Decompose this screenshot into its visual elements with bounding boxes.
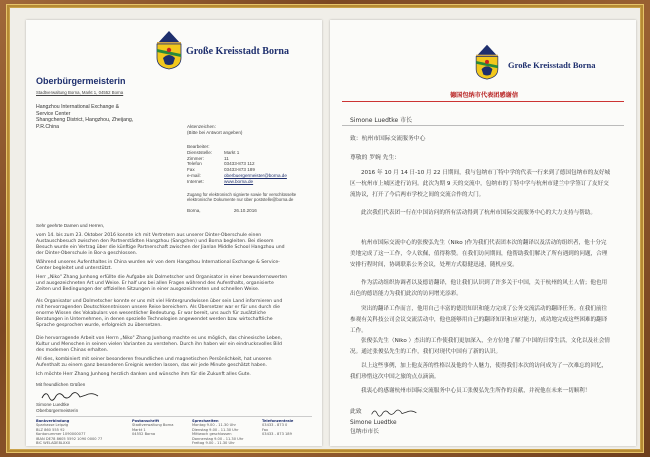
body-paragraph: All dies, kombiniert mit seiner besonderen freundlichen und magnetischen Persönlichkeit, hat unseren Aufenthalt zu einem ganz besonderen Ereignis werden lassen, das wir jede Minute geschätzt haben. [36, 357, 272, 368]
reference-label: Aktenzeichen: [187, 124, 216, 129]
brand-name: Große Kreisstadt Borna [508, 60, 596, 70]
body-paragraph: 我衷心的感谢杭州市国际交流服务中心员工张俊弘先生所作的贡献，并祝他在未来一切顺利！ [361, 388, 591, 394]
recipient-line: Service Center [36, 110, 71, 117]
footer-heading: Telefonzentrale [262, 419, 294, 423]
body-paragraph: 2016 年 10 月 14 日-10 月 22 日期间，我与包纳市丁特中学的代表一行来到了德国包纳市的友好城区一杭州市上城区进行访问。此次为期 9 天的交流中，包纳市的丁特中学与杭州市建兰中学签订了友好交流协议，打开了今后两市学校之间的交流合作的大门。 [350, 170, 611, 198]
footer-line: Fax [262, 427, 269, 432]
recipient-address [36, 104, 133, 130]
footer-line: Mittwoch geschlossen [192, 432, 232, 437]
body-paragraph: 张俊弘先生（Niko ）杰出的工作使我们更加深入，全方位地了解了中国的日常生活，文化以及社会情况。通过张俊弘先生的工作，我们对现代中国有了新的认识。 [350, 338, 610, 355]
footer-line: 04552 Borna [132, 432, 156, 437]
footer-line: 03433 - 873 189 [262, 432, 292, 437]
place: Borna, [187, 208, 201, 213]
reference-note [187, 124, 242, 136]
recipient-line: P.R.China [36, 123, 59, 130]
footer-line: Montag 9.00 - 11.30 Uhr [192, 423, 237, 428]
signature-icon [370, 406, 418, 418]
website-link[interactable]: www.borna.de [224, 178, 254, 184]
date: 26.10.2016 [233, 208, 257, 213]
return-address: Stadtverwaltung Borna, Markt 1, 04552 Borna [36, 90, 124, 95]
body-paragraph: 作为活动组织协调者以及德语翻译，他让我们认识到了许多关于中国，关于杭州的风土人情；他也用出色的德语能力为我们此次的访问增光添彩。 [350, 280, 608, 297]
chinese-letter [330, 20, 636, 446]
borna-coat-of-arms-icon [154, 28, 184, 70]
footer-divider [36, 416, 312, 417]
footer-line: Kontonummer 1090000077 [36, 432, 86, 437]
footer-phone [262, 419, 293, 437]
signatory-name: Simone Luedtke [36, 402, 70, 407]
recipient-line: Shangcheng District, Hangzhou, Zheijang, [36, 117, 134, 124]
body-paragraph: 以上这些事例，加上他友善的性格以及他的个人魅力，使得我们本次的访问成为了一次难忘的回忆，我们珍惜这次中国之旅的点点滴滴。 [350, 363, 608, 380]
footer-line: Markt 1 [132, 427, 146, 432]
closing: 此致 [350, 409, 362, 415]
footer-heading: Postanschrift [132, 419, 160, 423]
letter-body [350, 168, 626, 400]
contact-label: e-mail: [187, 172, 201, 178]
signature-block [36, 402, 78, 414]
body-paragraph: vom 14. bis zum 23. Oktober 2016 konnte ich mit Vertretern aus unserer Dinter-Oberschule einen Austauschbesuch zwischen den Partnerstädten Hangzhou (Sangchen) und Borna begleiten. Bei diesem Besuch wurde ein Vertrag über die künftige Partnerschaft zwischen der Jianlan Middle School Hangzhou und der Dinter-Oberschule in Bor-a geschlossen. [36, 233, 285, 256]
contact-label: Internet: [187, 178, 204, 184]
body-paragraph: Während unseres Aufenthaltes in China wurden wir von dem Hangzhou International Exchange & Service-Center begleitet und unterstützt. [36, 260, 280, 271]
title-divider [342, 101, 624, 102]
footer-line: Freitag 9.00 - 11.30 Uhr [192, 441, 235, 446]
body-paragraph: Ich möchte Herr Zhang Junhong herzlich danken und wünsche ihm für die Zukunft alles Gute. [36, 372, 251, 377]
footer-line: IBAN DE78 8605 5592 1090 0000 77 [36, 436, 103, 441]
signatory-name: Simone Luedtke [350, 420, 397, 426]
body-paragraph: Die hervorragende Arbeit von Herrn „Niko" Zhang Junhong machte es uns möglich, das chinesische Leben, Kultur und Menschen in seinen vielen Varianten zu verstehen. Durch ihn haben wir ein eindrucksvolles Bild des modernen Chinas erhalten. [36, 336, 282, 353]
electronic-document-note [187, 192, 296, 203]
footer-line: Sparkasse Leipzig [36, 423, 69, 428]
contact-label: Dienststelle: [187, 149, 213, 155]
footer-heading: Sprechzeiten [192, 419, 219, 423]
body-paragraph: Als Organisator und Dolmetscher konnte er uns mit viel Hintergrundwissen über sein Land informieren und mit hervorragenden Deutschkenntnissen unsere Reise bereichern. Als Übersetzer war er für uns durch die enorme Wissen des Vokabulars von wesentlicher Bedeutung. Er war bereit, uns auch für zusätzliche Beratungen in Unternehmen, in denen spezielle Technologien angewendet werden bzw. wirtschaftliche Sprache gesprochen wurde, erfolgreich zu übersetzen. [36, 299, 283, 328]
sender: Simone Luedtke 市长 [350, 117, 413, 124]
body-paragraph: Herr „Niko" Zhang Junhong erfüllte die Aufgabe als Dolmetscher und Organisator in einer bewundernswerten und ausgezeichneten Art und Weise. Er half uns bei allen Fragen während des Aufenthalts, organisierte Zeiten und Bedingungen der offiziellen Sitzungen in einer ausgezeichneten und schnellen Weise. [36, 275, 288, 292]
email-link[interactable]: oberbuergermeister@borna.de [224, 172, 287, 178]
contact-label: Telefon [187, 161, 202, 167]
borna-coat-of-arms-icon [473, 42, 501, 80]
signatory-title: Oberbürgermeisterin [36, 407, 79, 413]
signature-block [350, 419, 397, 437]
contact-label: Bearbeiter: [187, 144, 210, 149]
signature-icon [40, 388, 100, 402]
footer-line: 03433 - 873 0 [262, 423, 288, 428]
footer-line: Stadtverwaltung Borna [132, 423, 174, 428]
body-paragraph: 杭州市国际交流中心的张俊弘先生（Niko )作为我们代表团本次的翻译以及活动的组织者，他十分完美地完成了这一工作，令人钦佩，值得称赞。在我们访问期间，他帮助我们解决了所有遇到的问题，合理安排行程时间，协调联系公务会议，处理方式稳健迅速，随机应变。 [350, 240, 608, 268]
body-paragraph: 突出的翻译工作而言，他用自己丰富的德语知识和能力完成了公务交流活动的翻译任务。在我们前往参观有关科技公司会议交流活动中，他也能够用自己的翻译知识和应对能力，成功地完成这些困难的翻译工作。 [350, 306, 608, 334]
place-date [187, 208, 257, 214]
greeting: 尊敬的 罗婉 先生： [350, 155, 401, 161]
signatory-title: 包纳市市长 [350, 429, 379, 435]
footer-bank [36, 419, 102, 445]
body-paragraph: 此次我们代表团一行在中国访问的所有活动得到了杭州市国际交流服务中心的大力支持与帮助。 [361, 210, 596, 216]
closing: Mit freundlichen Grüßen [36, 382, 86, 387]
footer-postal [132, 419, 173, 437]
contact-block [187, 144, 287, 185]
contact-value: Markt 1 [224, 149, 240, 155]
footer-line: Dienstag 9.00 - 11.30 Uhr [192, 427, 239, 432]
letter-title: 德国包纳市代表团感谢信 [450, 92, 519, 99]
footer-line: BIC WELADE8LXXX [36, 441, 71, 446]
footer-heading: Bankverbindung [36, 419, 70, 423]
electronic-note-line: elektronische Dokumente nur über poststelle@borna.de [187, 197, 294, 203]
office-heading: Oberbürgermeisterin [36, 76, 126, 86]
german-letter [26, 20, 322, 446]
contact-value: 03433-873 189 [224, 167, 255, 173]
letter-body [36, 233, 312, 383]
contact-value: 11 [224, 155, 229, 161]
contact-label: Zimmer: [187, 155, 204, 161]
recipient-line: Hangzhou International Exchange & [36, 104, 120, 110]
contact-label: Fax [187, 167, 195, 173]
footer-line: Donnerstag 9.00 - 11.30 Uhr [192, 436, 244, 441]
header-divider [342, 125, 624, 126]
footer-line: BLZ 860 555 92 [36, 427, 65, 432]
recipient: 致：杭州市国际交流服务中心 [350, 136, 426, 142]
salutation: Sehr geehrte Damen und Herren, [36, 223, 105, 228]
contact-value: 03433-873 112 [224, 161, 255, 167]
reference-hint: (Bitte bei Antwort angeben) [187, 129, 243, 135]
footer-hours [192, 419, 244, 445]
brand-name: Große Kreisstadt Borna [186, 46, 289, 57]
frame-mat [10, 8, 640, 449]
electronic-note-line: Zugang für elektronisch signierte sowie für verschlüsselte [187, 192, 297, 197]
